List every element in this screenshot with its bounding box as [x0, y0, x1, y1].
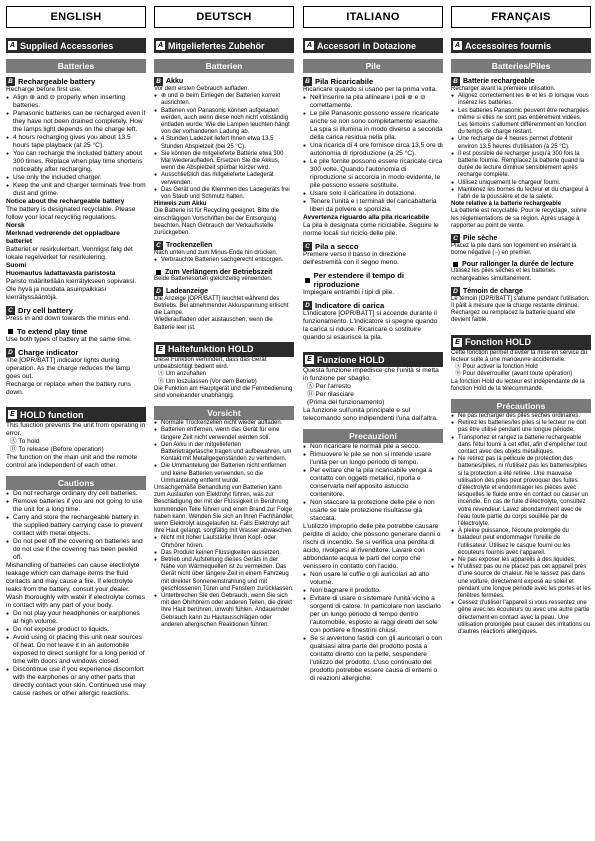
french-column: FRANÇAIS A Accessoires fournis Batteries/Piles B Batterie rechargeable Recharger avant la première utilisation. ● Alignez correctement les ⊕ et les ⊖ lorsque vous insérez les batteries. ● Les batteries Panasonic peuvent être rechargées même si elles ne sont pas entièrement vidées. Les témoins s'allument différemment en fonction du temps de charge restant. ● Une recharge de 4 heures permet d'obtenir environ 13,5 heures d'utilisation (à 25 °C). ● Il est possible de recharger jusqu'à 300 fois la batterie fournie. Remplacez la batterie quand la durée de lecture diminue sensiblement après recharge complète. ● Utilisez uniquement le chargeur fourni. ● Maintenez les bornes du lecteur et du chargeur à l'abri de la poussière et de la saleté. Note relative à la batterie rechargeable La batterie est recyclable. Pour le recyclage, suivre les réglementations de sa région. Après usage à rapporter au point de vente. C Pile sèche Placez la pile dans son logement en insérant la borne négative (−) en premier. Pour rallonger la durée de lecture Utilisez les piles sèches et les batteries rechargeables simultanément. D Témoin de charge Le témoin [OPR/BATT] s'allume pendant l'utilisation. Il pâlit à mesure que la charge restante diminue. Rechargez ou remplacez la batterie quand elle devient faible. E Fonction HOLD Cette fonction permet d'éviter la mise en service du lecteur suite à une manœuvre accidentelle. Ⓐ Pour activer la fonction Hold Ⓑ Pour déverrouiller (avant toute opération) La fonction Hold du lecteur est indépendante de la fonction Hold de la télécommande. Précautions ● Ne pas recharger des piles sèches ordinaires. ● Retirez les batteries/les piles si le lecteur ne doit pas être utilisé pendant une longue période. ● Transportez et rangez la batterie rechargeable dans l'étui fourni à cet effet, afin d'empêcher tout contact avec des objets métalliques. ● Ne retirez pas la pellicule de protection des batteries/piles, ni n'utilisez pas les batteries/piles si la protection a été retirée. Une mauvaise utilisation des piles peut provoquer des fuites d'électrolyte et endommager les pièces avec lesquelles le fluide entre en contact ou causer un incendie. En cas de fuite d'électrolyte, consultez votre revendeur. Lavez abondamment avec de l'eau toute partie du corps souillée par de l'électrolyte. ● À pleine puissance, l'écoute prolongée du baladeur peut endommager l'oreille de l'utilisateur. Utilisez le casque fourni ou les écouteurs fournis avec l'appareil. ● Ne pas exposer les appareils à des liquides. ● N'utilisez pas ou ne placez pas cet appareil près d'une source de chaleur. Ne le laissez pas dans une voiture, directement exposé au soleil et pendant une longue période avec les portes et les fenêtres fermées. ● Cessez d'utiliser l'appareil si vous ressentez une gêne avec les écouteurs ou avec une autre partie directement en contact avec la peau. Une utilisation prolongée peut causer des irritations ou d'autres réactions allergiques.: [451, 6, 591, 636]
section-header: E Haltefunktion HOLD: [154, 342, 294, 357]
subsection-header: Batterien: [154, 59, 294, 73]
language-header: ENGLISH: [6, 6, 146, 28]
subsection-header: Batteries: [6, 59, 146, 73]
section-header: E Funzione HOLD: [303, 352, 443, 367]
notice-title: Notice about the rechargeable battery: [6, 198, 125, 205]
item-title: B Rechargeable battery: [6, 77, 146, 86]
section-header: A Mitgeliefertes Zubehör: [154, 38, 294, 53]
section-header: A Accessoires fournis: [451, 38, 591, 53]
italian-column: ITALIANO A Accessori in Dotazione Pile B Pila Ricaricabile Ricaricare quando si usano per la prima volta. ● Nell'inserire la pila allineare i poli ⊕ e ⊖ correttamente. ● Le pile Panasonic possono essere ricaricate anche se non sono completamente esaurite. La spia si illumina in modo diverso a seconda della carica residua nella pila. ● Una ricarica di 4 ore fornisce circa 13,5 ore di autonomia di riproduzione (a 25 °C). ● Le pile fornite possono essere ricaricate circa 300 volte. Quando l'autonomia di riproduzione si accorcia in modo evidente, le pile possono essere sostituite. ● Usare solo il caricatore in dotazione. ● Tenere l'unità e i terminali del caricabatteria liberi da polvere e sporcizia. Avvertenza riguardo alla pila ricaricabile La pila è designata come riciclabile. Seguire le norme locali sul riciclo delle pile. C Pila a secco Premere verso il basso in direzione dell'estremità con il segno meno. Per estendere il tempo di riproduzione Impiegare entrambi i tipi di pile. D Indicatore di carica L'indicatore [OPR/BATT] si accende durante il funzionamento. L'indicatore si spegne quando la carica si riduce. Ricaricare o sostituire quando si esaurisce la pila. E Funzione HOLD Questa funzione impedisce che l'unità si metta in funzione per sbaglio. Ⓐ Per l'arresto Ⓑ Per rilasciare (Prima del funzionamento) La funzione sull'unità principale e sul telecomando sono indipendenti l'una dall'altra. Precauzioni ● Non ricaricare le normali pile a secco. ● Rimuovere le pile se non si intende usare l'unità per un lungo periodo di tempo. ● Per evitare che la pila ricaricabile venga a contatto con oggetti metallici, riporla e conservarla nell'apposito astuccio contenitore. ● Non staccare la protezione delle pile e non usarle se tale protezione risultasse già staccata. L'utilizzo improprio delle pile potrebbe causare perdite di acido, che possono generare danni o rischi di incendio. Se si verifica una perdita di acido, rivolgersi al rivenditore. Lavare con abbondante acqua le parti del corpo che venissero in contatto con l'acido. ● Non usare le cuffie o gli auricolari ad alto volume. ● Non bagnare il prodotto. ● Evitare di usare o sistemare l'unità vicino a sorgenti di calore. In particolare non lasciarlo per un lungo periodo di tempo dentro l'automobile, esposto ai raggi diretti del sole con portiere e finestrini chiusi. ● Se si avvertono fastidi con gli auricolari o con qualsiasi altra parte del prodotto posta a contatto diretto con la pelle, sospendere l'utilizzo del prodotto. L'uso continuato del prodotto potrebbe essere causa di eritemi o di reazioni allergiche.: [303, 6, 443, 683]
language-header: DEUTSCH: [154, 6, 294, 28]
section-header: E HOLD function: [6, 407, 146, 422]
text: Recharge before first use.: [6, 86, 82, 93]
section-header: A Accessori in Dotazione: [303, 38, 443, 53]
language-header: FRANÇAIS: [451, 6, 591, 28]
subsection-header: Vorsicht: [154, 406, 294, 420]
text: The battery is designated recyclable. Please follow your local recycling regulations.: [6, 206, 136, 221]
subsection-header: Cautions: [6, 476, 146, 490]
section-header: A Supplied Accessories: [6, 38, 146, 53]
item-title: C Dry cell battery: [6, 306, 146, 315]
manual-page: [6, 6, 589, 838]
item-title: D Charge indicator: [6, 348, 146, 357]
subsection-header: Batteries/Piles: [451, 59, 591, 73]
english-column: ENGLISH A Supplied Accessories Batteries B Rechargeable battery Recharge before first use. ● Align ⊕ and ⊖ properly when inserting batteries. ● Panasonic batteries can be recharged even if they have not been drained completely. How the lamps light depends on the charge left. ● 4 hours recharging gives you about 13.5 hours tape playback (at 25 °C). ● You can recharge the included battery about 300 times. Replace when play time shortens noticeably after recharging. ● Use only the included charger. ● Keep the unit and charger terminals free from dust and grime. Notice about the rechargeable battery The battery is designated recyclable. Please follow your local recycling regulations. Norsk Merknad vedrørende det oppladbare batteriet Batteriet er resirkulerbart. Vennligst følg det lokale regelverket for resirkulering. Suomi Huomautus ladattavasta paristosta Paristo määritellään kierrätykseen sopivaksi. Ole hyvä ja noudata asuinpaikkasi kierrätyssääntöjä. C Dry cell battery Press in and down towards the minus end. To extend play time Use both types of battery at the same time. D Charge indicator The [OPR/BATT] indicator lights during operation. As the charge reduces the lamp goes out. Recharge or replace when the battery runs down. E HOLD function This function prevents the unit from operating in error. Ⓐ To hold Ⓑ To release (Before operation) The function on the main unit and the remote control are independent of each other. Cautions ● Do not recharge ordinary dry cell batteries. ● Remove batteries if you are not going to use the unit for a long time. ● Carry and store the rechargeable battery in the supplied battery carrying case to prevent contact with metal objects. ● Do not peel off the covering on batteries and do not use if the covering has been peeled off. Mishandling of batteries can cause electrolyte leakage which can damage items the fluid contacts and may cause a fire. If electrolyte leaks from the battery, consult your dealer. Wash thoroughly with water if electrolyte comes in contact with any part of your body. ● Do not play your headphones or earphones at high volume. ● Do not expose product to liquids. ● Avoid using or placing this unit near sources of heat. Do not leave it in an automobile exposed to direct sunlight for a long period of time with doors and windows closed. ● Discontinue use if you experience discomfort with the earphones or any other parts that directly contact your skin. Continued use may cause rashes or other allergic reactions.: [6, 6, 146, 698]
language-header: ITALIANO: [303, 6, 443, 28]
bullet-list: ● Align ⊕ and ⊖ properly when inserting batteries. ● Panasonic batteries can be recharged even if they have not been drained completely. How the lamps light depends on the charge left. ● 4 hours recharging gives you about 13.5 hours tape playback (at 25 °C). ● You can recharge the included battery about 300 times. Replace when play time shortens noticeably after recharging. ● Use only the included charger. ● Keep the unit and charger terminals free from dust and grime.: [6, 94, 146, 198]
section-header: E Fonction HOLD: [451, 335, 591, 350]
german-column: DEUTSCH A Mitgeliefertes Zubehör Batterien B Akku Vor dem ersten Gebrauch aufladen. ● ⊕ und ⊖ beim Einlegen der Batterien korrekt ausrichten. ● Batterien von Panasonic können aufgeladen werden, auch wenn diese noch nicht vollständig entladen wurde. Wie die Lampen leuchten hängt von der vorhandenen Ladung ab. ● 4 Stunden Ladezeit liefert Ihnen etwa 13,5 Stunden Abspielzeit (bei 25 °C). ● Sie können die mitgelieferte Batterie etwa 300 Mal wiederaufladen. Ersetzen Sie die Akkus, wenn die Abspielzeit spürbar kürzer wird. ● Ausschließlich das mitgelieferte Ladegerät verwenden. ● Das Gerät und die Klemmen des Ladegeräts frei von Staub und Schmutz halten. Hinweis zum Akku Die Batterie ist für Recycling geeignet. Bitte die einschlägigen Vorschriften bei der Entsorgung beachten. Nach Gebrauch der Verkaufsstelle zurückgeben. C Trockenzellen Nach unten und zum Minus-Ende hin drücken. ● Verbrauchte Batterien sachgerecht entsorgen. Zum Verlängern der Betriebszeit Beide Batteriesorten gleichzeitig verwenden. D Ladeanzeige Die Anzeige [OPR/BATT] leuchtet während des Betriebs. Bei abnehmender Akkuspannung erlischt die Lampe. Wiederaufladen oder austauschen, wenn die Batterie leer ist. E Haltefunktion HOLD Diese Funktion verhindert, dass das Gerät unbeabsichtigt bedient wird. Ⓐ Um anzuhalten Ⓑ Um loszulassen (Vor dem Betrieb) Die Funktion am Hauptgerät und die Fernbedienung sind voneinander unabhängig. Vorsicht ● Normale Trockenzellen nicht wieder aufladen. ● Batterien entfernen, wenn das Gerät für eine längere Zeit nicht verwendet werden soll. ● Den Akku in der mitgelieferten Batterietragetasche tragen und aufbewahren, um Kontakt mit Metallgegenständen zu verhindern. ● Die Ummantelung der Batterien nicht entfernen und keine Batterien verwenden, so die Ummantelung entfernt wurde. Unsachgemäße Behandlung von Batterien kann zum Auslaufen von Elektrolyt führen, was zur Beschädigung der mit der Flüssigkeit in Berührung kommenden Teile führen und einen Brand zur Folge haben kann. Wenden Sie sich an Ihren Fachhändler, wenn Elektrolyt ausgelaufen ist. Falls Elektrolyt auf Ihre Haut gelangt, sorgfältig mit Wasser abwaschen. ● Nicht mit hoher Lautstärke Ihren Kopf- oder Ohrhörer hören. ● Das Produkt keinen Flüssigkeiten aussetzen. ● Betrieb und Aufstellung dieses Geräts in der Nähe von Wärmequellen ist zu vermeiden. Das Gerät nicht über längere Zeit in einem Fahrzeug mit direkter Sonneneinstrahlung und mit geschlossenen Türen und Fenstern zurücklassen. ● Unterbrechen Sie den Gebrauch, wenn Sie sich mit den Ohrhörern oder anderen Teilen, die direkt Ihre Haut berühren, unwohl fühlen. Andauernder Gebrauch kann zu Hautausschlägen oder anderen allergischen Reaktionen führen.: [154, 6, 294, 629]
item-title: To extend play time: [6, 327, 146, 336]
subsection-header: Precauzioni: [303, 429, 443, 443]
subsection-header: Pile: [303, 59, 443, 73]
subsection-header: Précautions: [451, 399, 591, 413]
